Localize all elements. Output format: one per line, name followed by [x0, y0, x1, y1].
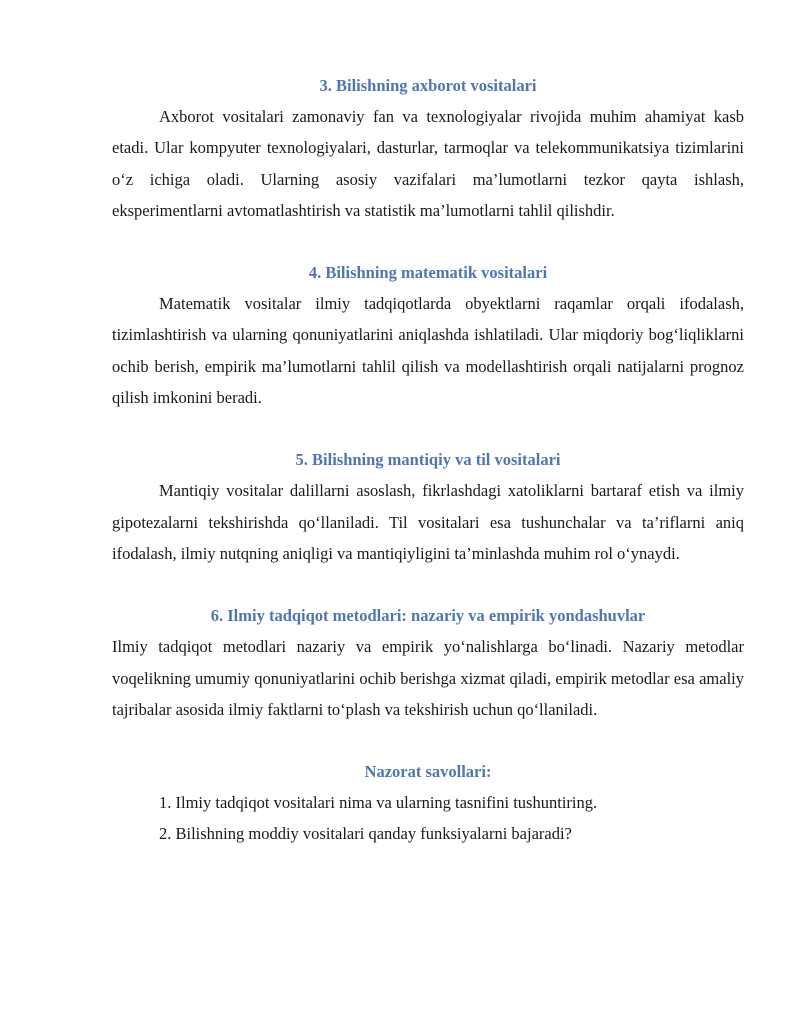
section-body-6: Ilmiy tadqiqot metodlari nazariy va empirik yo‘nalishlarga bo‘linadi. Nazariy metodlar voqelikning umumiy qonuniyatlarini ochib berishga xizmat qiladi, empirik metodlar esa amaliy tajribalar asosida ilmiy faktlarni to‘plash va tekshirish uchun qo‘llaniladi.: [112, 637, 744, 719]
spacer: [112, 569, 744, 600]
section-body-5: Mantiqiy vositalar dalillarni asoslash, fikrlashdagi xatoliklarni bartaraf etish va ilmiy gipotezalarni tekshirishda qo‘llaniladi. Til vositalari esa tushunchalar va ta’riflarni aniq ifodalash, ilmiy nutqning aniqligi va mantiqiyligini ta’minlashda muhim rol o‘ynaydi.: [112, 481, 744, 563]
question-item: 1. Ilmiy tadqiqot vositalari nima va ularning tasnifini tushuntiring.: [159, 793, 598, 813]
section-heading-4: 4. Bilishning matematik vositalari: [308, 263, 548, 283]
section-heading-5: 5. Bilishning mantiqiy va til vositalari: [295, 450, 561, 470]
section-body-3: Axborot vositalari zamonaviy fan va texnologiyalar rivojida muhim ahamiyat kasb etadi. Ular kompyuter texnologiyalari, dasturlar, tarmoqlar va telekommunikatsiya tizimlarini o‘z ichiga oladi. Ularning asosiy vazifalari ma’lumotlarni tezkor qayta ishlash, eksperimentlarni avtomatlashtirish va statistik ma’lumotlarni tahlil qilishdir.: [112, 107, 744, 220]
document-page: [112, 70, 744, 850]
section-body-4: Matematik vositalar ilmiy tadqiqotlarda obyektlarni raqamlar orqali ifodalash, tizimlashtirish va ularning qonuniyatlarini aniqlashda ishlatiladi. Ular miqdoriy bog‘liqliklarni ochib berish, empirik ma’lumotlarni tahlil qilish va modellashtirish orqali natijalarni prognoz qilish imkonini beradi.: [112, 294, 744, 408]
question-item: 2. Bilishning moddiy vositalari qanday funksiyalarni bajaradi?: [159, 824, 572, 844]
spacer: [112, 725, 744, 756]
spacer: [112, 226, 744, 257]
section-heading-3: 3. Bilishning axborot vositalari: [319, 76, 537, 95]
spacer: [112, 413, 744, 444]
section-heading-6: 6. Ilmiy tadqiqot metodlari: nazariy va empirik yondashuvlar: [210, 606, 646, 626]
questions-heading: Nazorat savollari:: [364, 762, 492, 782]
questions-list: [112, 787, 744, 850]
